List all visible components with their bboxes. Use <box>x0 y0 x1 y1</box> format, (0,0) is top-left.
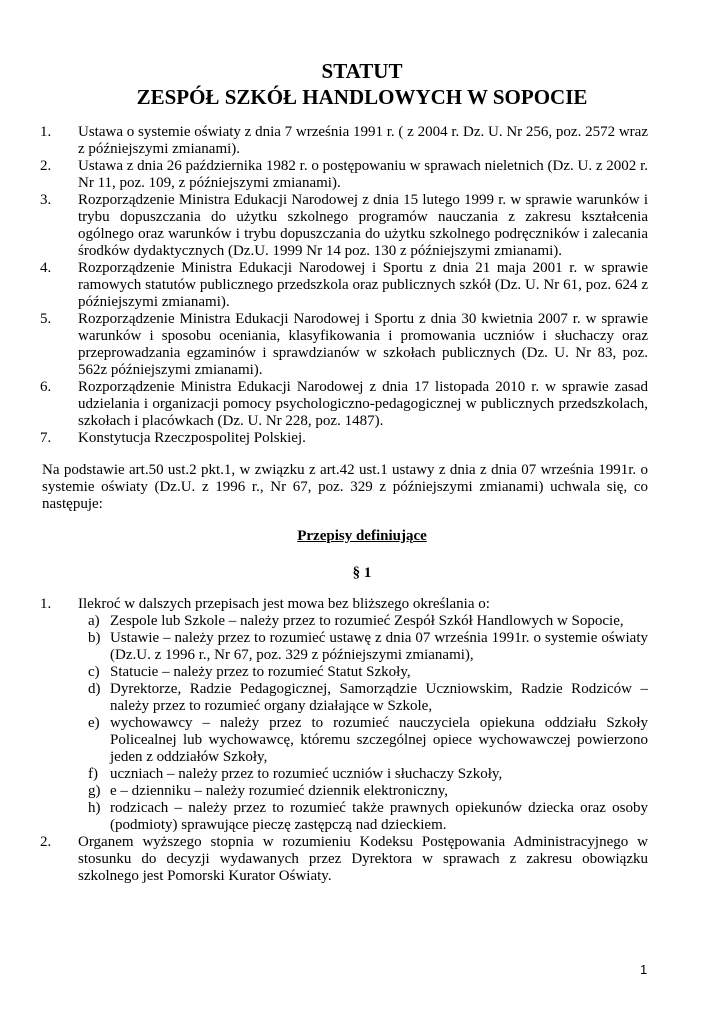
item-text: Ustawa o systemie oświaty z dnia 7 września 1991 r. ( z 2004 r. Dz. U. Nr 256, poz. 2572 wraz z późniejszymi zmianami). <box>78 124 648 157</box>
definition-item <box>0 613 648 630</box>
item-number: 2. <box>40 834 52 850</box>
list-item <box>0 260 648 311</box>
list-item <box>0 158 648 192</box>
legal-bases-list <box>0 124 724 447</box>
item-text: Organem wyższego stopnia w rozumieniu Kodeksu Postępowania Administracyjnego w stosunku do decyzji wydawanych przez Dyrektora w sprawach z zakresu obowiązku szkolnego jest Pomorski Kurator Oświaty. <box>78 834 648 884</box>
definition-text: rodzicach – należy przez to rozumieć także prawnych opiekunów dziecka oraz osoby (podmioty) sprawujące pieczę zastępczą nad dzieckiem. <box>110 800 648 833</box>
definition-text: wychowawcy – należy przez to rozumieć nauczyciela opiekuna oddziału Szkoły Policealnej lub wychowawcę, któremu szczególnej opiece wychowawczej powierzono jeden z oddziałów Szkoły, <box>110 715 648 765</box>
definition-letter: g) <box>88 783 101 799</box>
item-text: Konstytucja Rzeczpospolitej Polskiej. <box>78 430 306 446</box>
item-number: 7. <box>40 430 52 446</box>
definition-text: uczniach – należy przez to rozumieć uczniów i słuchaczy Szkoły, <box>110 766 503 782</box>
item-text: Ustawa z dnia 26 października 1982 r. o postępowaniu w sprawach nieletnich (Dz. U. z 2002 r. Nr 11, poz. 109, z późniejszymi zmianami). <box>78 158 648 191</box>
list-item <box>0 430 648 447</box>
definition-letter: b) <box>88 630 101 646</box>
paragraph-mark: § 1 <box>352 565 372 581</box>
item-text: Rozporządzenie Ministra Edukacji Narodowej i Sportu z dnia 30 kwietnia 2007 r. w sprawie warunków i sposobu oceniania, klasyfikowania i promowania uczniów i słuchaczy oraz przeprowadzania egzaminów i sprawdzianów w szkołach publicznych (Dz. U. Nr 83, poz. 562z późniejszymi zmianami). <box>78 311 648 378</box>
document-title: STATUT <box>321 59 403 83</box>
definition-text: Ustawie – należy przez to rozumieć ustawę z dnia 07 września 1991r. o systemie oświaty (Dz.U. z 1996 r., Nr 67, poz. 329 z późniejszymi zmianami), <box>110 630 648 663</box>
definition-letter: a) <box>88 613 100 629</box>
document-subtitle: ZESPÓŁ SZKÓŁ HANDLOWYCH W SOPOCIE <box>136 85 588 109</box>
definition-text: Statucie – należy przez to rozumieć Statut Szkoły, <box>110 664 411 680</box>
definition-item <box>0 664 648 681</box>
list-item <box>0 379 648 430</box>
preamble: Na podstawie art.50 ust.2 pkt.1, w związku z art.42 ust.1 ustawy z dnia z dnia 07 września 1991r. o systemie oświaty (Dz.U. z 1996 r., Nr 67, poz. 329 z późniejszymi zmianami) uchwala się, co następuje: <box>42 462 648 512</box>
item-number: 5. <box>40 311 52 327</box>
definition-item <box>0 630 648 664</box>
item-text: Rozporządzenie Ministra Edukacji Narodowej z dnia 15 lutego 1999 r. w sprawie warunków i trybu dopuszczania do użytku szkolnego programów nauczania z zakresu kształcenia ogólnego oraz warunków i trybu dopuszczania do użytku szkolnego podręczników i zalecania środków dydaktycznych (Dz.U. 1999 Nr 14 poz. 130 z późniejszymi zmianami). <box>78 192 648 259</box>
definition-letter: h) <box>88 800 101 816</box>
list-item <box>0 192 648 260</box>
definition-item <box>0 783 648 800</box>
definition-letter: c) <box>88 664 100 680</box>
definition-letter: d) <box>88 681 101 697</box>
item-number: 4. <box>40 260 52 276</box>
list-item <box>0 596 648 613</box>
item-number: 1. <box>40 124 52 140</box>
item-number: 6. <box>40 379 52 395</box>
definition-letter: e) <box>88 715 100 731</box>
item-number: 1. <box>40 596 52 612</box>
section-heading: Przepisy definiujące <box>297 528 427 544</box>
definition-text: e – dzienniku – należy rozumieć dziennik elektroniczny, <box>110 783 449 799</box>
item-text: Rozporządzenie Ministra Edukacji Narodowej i Sportu z dnia 21 maja 2001 r. w sprawie ramowych statutów publicznego przedszkola oraz publicznych szkół (Dz. U. Nr 61, poz. 624 z późniejszymi zmianami). <box>78 260 648 310</box>
item-text: Ilekroć w dalszych przepisach jest mowa bez bliższego określania o: <box>78 596 490 612</box>
item-number: 3. <box>40 192 52 208</box>
definition-item <box>0 681 648 715</box>
definition-letter: f) <box>88 766 98 782</box>
list-item <box>0 834 648 885</box>
definition-item <box>0 800 648 834</box>
section-1-list <box>0 596 724 885</box>
list-item <box>0 311 648 379</box>
definition-text: Dyrektorze, Radzie Pedagogicznej, Samorządzie Uczniowskim, Radzie Rodziców – należy przez to rozumieć organy działające w Szkole, <box>110 681 648 714</box>
item-number: 2. <box>40 158 52 174</box>
definition-text: Zespole lub Szkole – należy przez to rozumieć Zespół Szkół Handlowych w Sopocie, <box>110 613 624 629</box>
definition-item <box>0 766 648 783</box>
list-item <box>0 124 648 158</box>
definition-item <box>0 715 648 766</box>
item-text: Rozporządzenie Ministra Edukacji Narodowej z dnia 17 listopada 2010 r. w sprawie zasad udzielania i organizacji pomocy psychologiczno-pedagogicznej w publicznych przedszkolach, szkołach i placówkach (Dz. U. Nr 228, poz. 1487). <box>78 379 648 429</box>
page-number: 1 <box>640 962 648 977</box>
